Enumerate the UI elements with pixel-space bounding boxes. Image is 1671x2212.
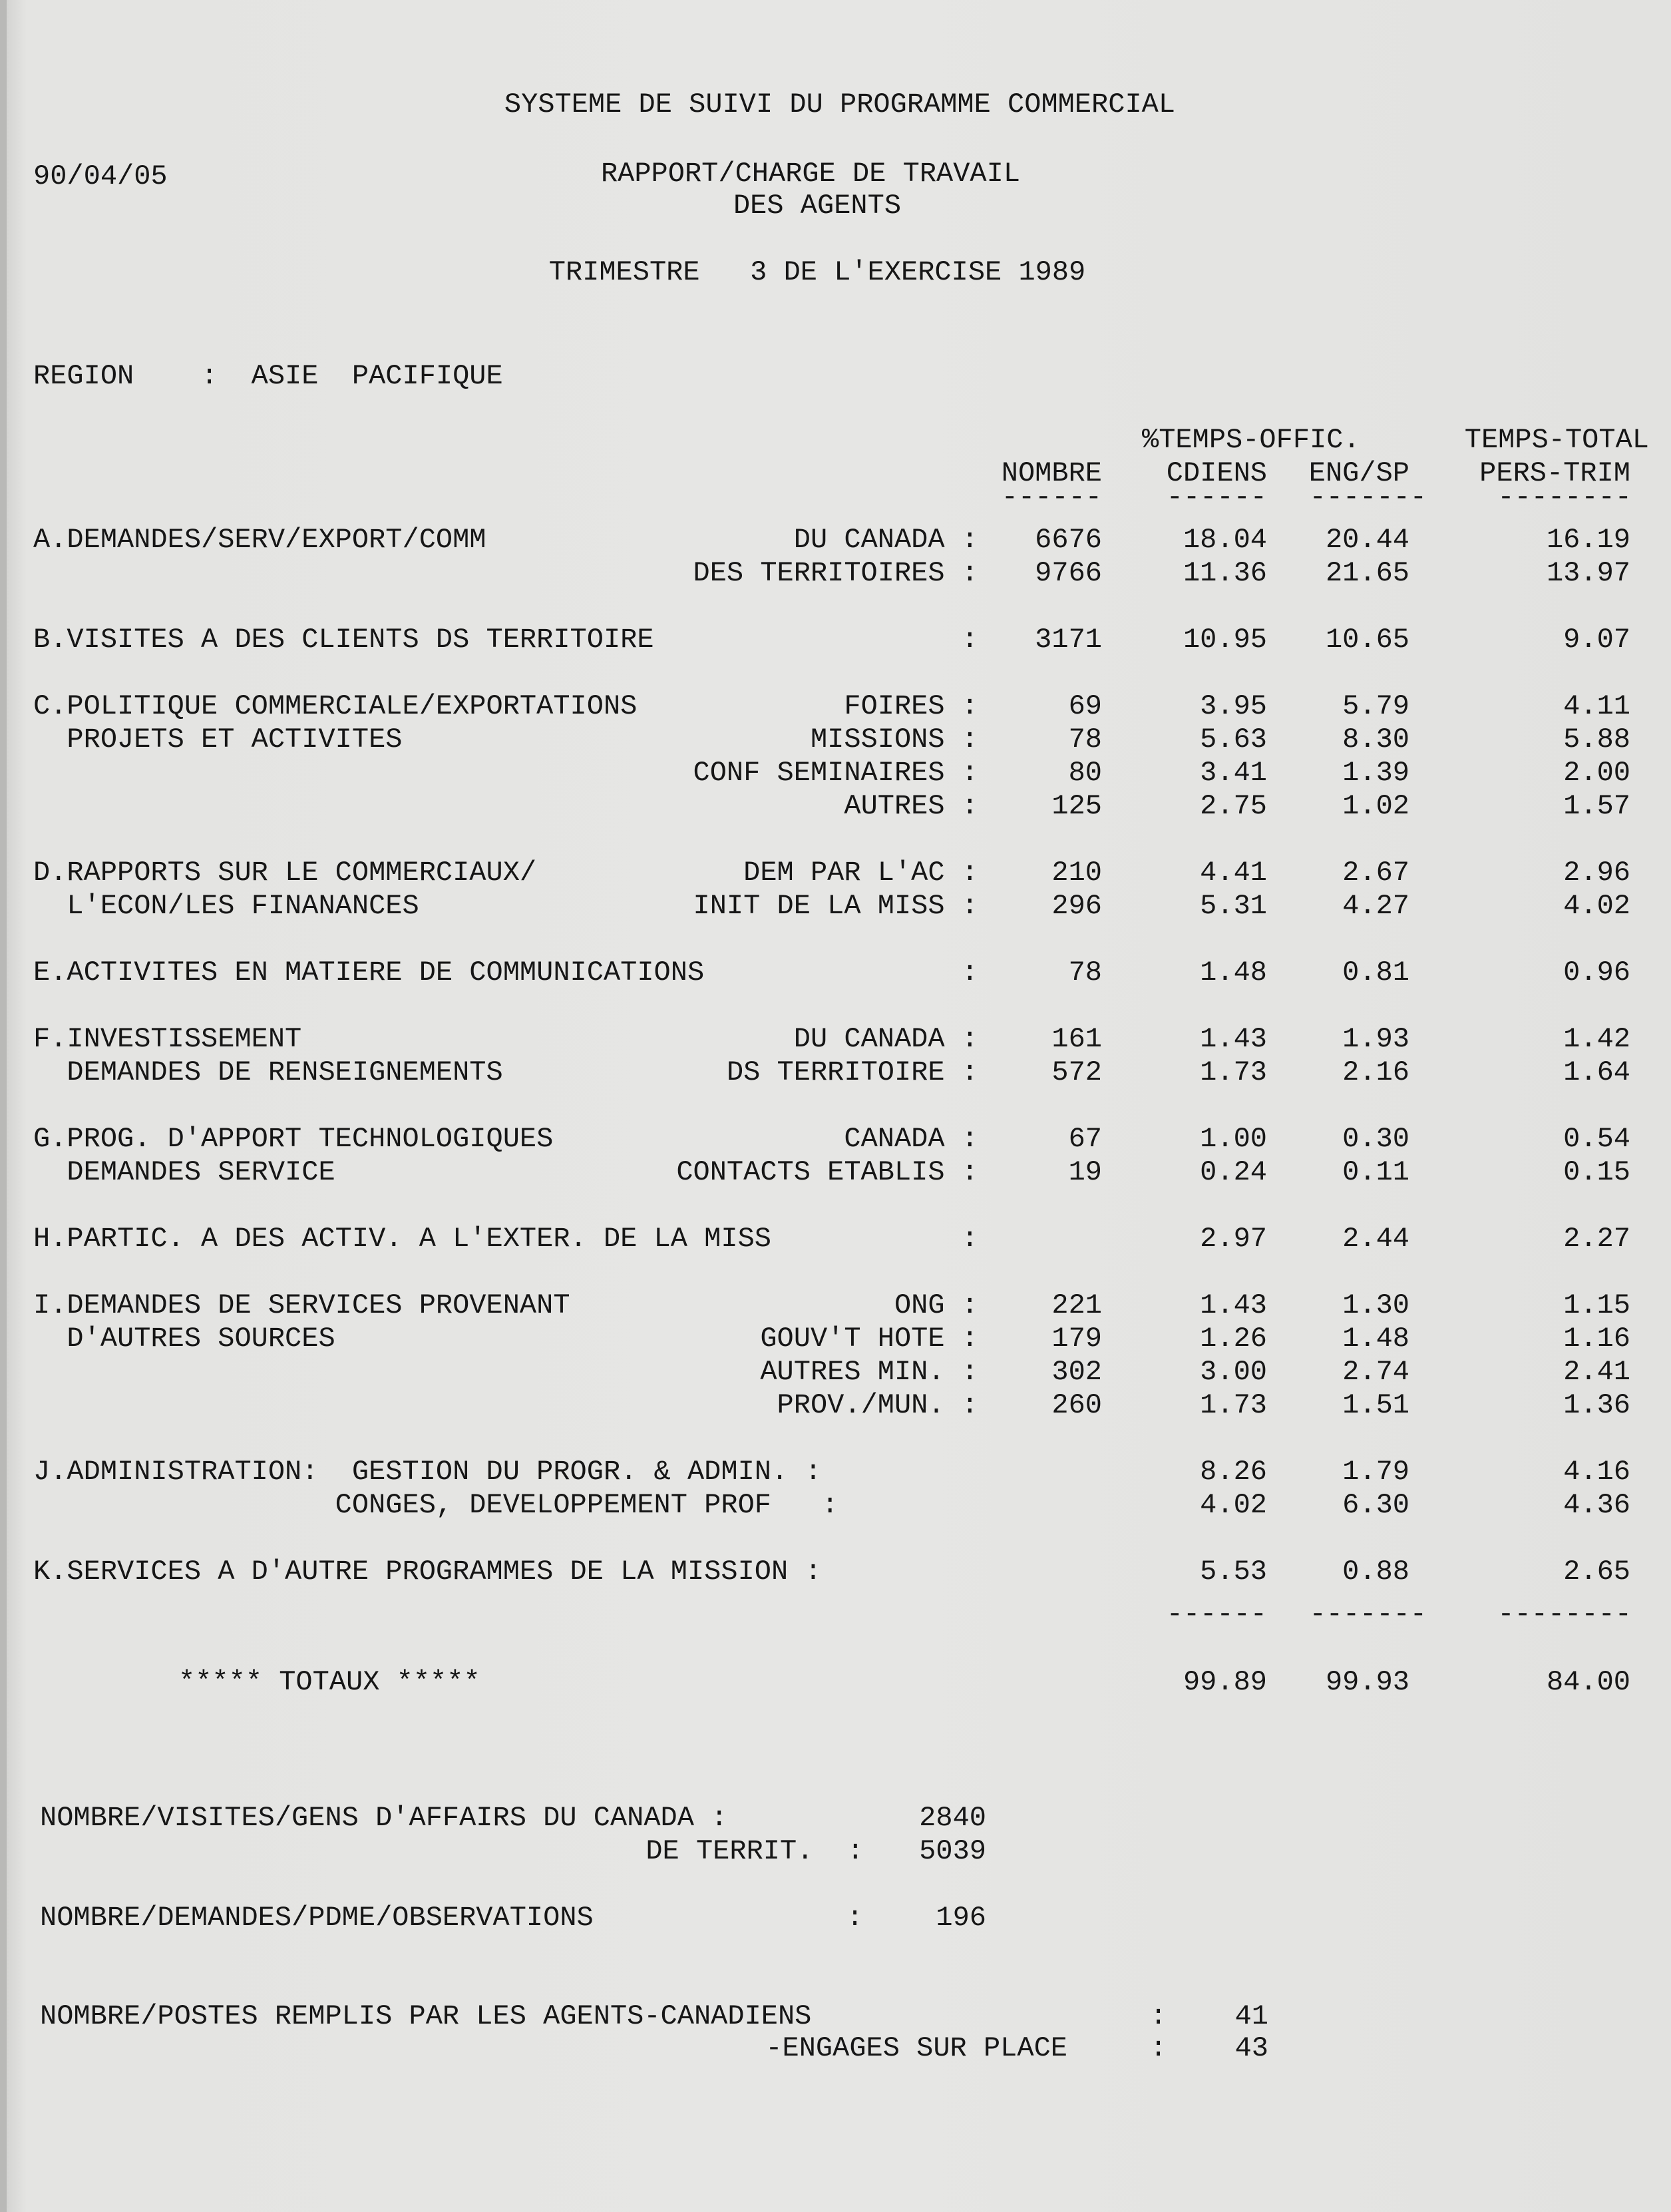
postes-canadiens-colon: :	[1150, 2000, 1167, 2032]
header-cdiens: CDIENS	[1166, 457, 1267, 489]
row-cdiens: 5.63	[1200, 724, 1267, 756]
row-engsp: 2.44	[1342, 1223, 1409, 1255]
row-engsp: 2.67	[1342, 857, 1409, 889]
row-label: G.PROG. D'APPORT TECHNOLOGIQUES	[33, 1123, 554, 1155]
totals-dash-pers-trim: --------	[1497, 1598, 1632, 1630]
row-pers-trim: 1.15	[1563, 1289, 1630, 1321]
row-label: C.POLITIQUE COMMERCIALE/EXPORTATIONS	[33, 690, 638, 722]
row-nombre: 69	[1068, 690, 1102, 722]
row-sublabel: GOUV'T HOTE :	[760, 1323, 978, 1355]
row-label: CONGES, DEVELOPPEMENT PROF :	[33, 1489, 838, 1521]
scan-edge	[0, 0, 7, 2212]
row-nombre: 260	[1051, 1389, 1102, 1421]
row-cdiens: 4.41	[1200, 857, 1267, 889]
row-sublabel: DEM PAR L'AC :	[743, 857, 978, 889]
row-sublabel: :	[961, 624, 978, 656]
row-nombre: 78	[1068, 957, 1102, 989]
row-pers-trim: 13.97	[1546, 557, 1630, 589]
row-engsp: 5.79	[1342, 690, 1409, 722]
row-pers-trim: 0.96	[1563, 957, 1630, 989]
row-nombre: 572	[1051, 1056, 1102, 1088]
row-pers-trim: 5.88	[1563, 724, 1630, 756]
row-cdiens: 5.53	[1200, 1556, 1267, 1588]
row-nombre: 9766	[1035, 557, 1102, 589]
row-sublabel: CONF SEMINAIRES :	[693, 757, 978, 789]
row-engsp: 6.30	[1342, 1489, 1409, 1521]
row-pers-trim: 2.27	[1563, 1223, 1630, 1255]
row-nombre: 302	[1051, 1356, 1102, 1388]
row-pers-trim: 2.65	[1563, 1556, 1630, 1588]
row-engsp: 2.74	[1342, 1356, 1409, 1388]
row-engsp: 1.39	[1342, 757, 1409, 789]
row-cdiens: 4.02	[1200, 1489, 1267, 1521]
row-engsp: 0.88	[1342, 1556, 1409, 1588]
row-engsp: 10.65	[1325, 624, 1409, 656]
row-nombre: 296	[1051, 890, 1102, 922]
row-cdiens: 10.95	[1183, 624, 1267, 656]
visites-canada-value: 2840	[919, 1802, 986, 1834]
dash-nombre: ------	[1001, 481, 1102, 513]
row-engsp: 8.30	[1342, 724, 1409, 756]
totals-dash-engsp: -------	[1309, 1598, 1427, 1630]
row-engsp: 21.65	[1325, 557, 1409, 589]
header-pers-trim: PERS-TRIM	[1479, 457, 1630, 489]
row-cdiens: 2.75	[1200, 790, 1267, 822]
row-pers-trim: 1.36	[1563, 1389, 1630, 1421]
row-engsp: 1.30	[1342, 1289, 1409, 1321]
row-pers-trim: 1.64	[1563, 1056, 1630, 1088]
row-label: A.DEMANDES/SERV/EXPORT/COMM	[33, 524, 486, 556]
row-cdiens: 3.00	[1200, 1356, 1267, 1388]
row-sublabel: AUTRES MIN. :	[760, 1356, 978, 1388]
row-engsp: 1.93	[1342, 1023, 1409, 1055]
row-label: K.SERVICES A D'AUTRE PROGRAMMES DE LA MISSION :	[33, 1556, 822, 1588]
postes-canadiens-label: NOMBRE/POSTES REMPLIS PAR LES AGENTS-CANADIENS	[40, 2000, 812, 2032]
row-nombre: 221	[1051, 1289, 1102, 1321]
row-sublabel: DES TERRITOIRES :	[693, 557, 978, 589]
row-nombre: 6676	[1035, 524, 1102, 556]
row-cdiens: 1.73	[1200, 1389, 1267, 1421]
row-cdiens: 1.00	[1200, 1123, 1267, 1155]
row-engsp: 4.27	[1342, 890, 1409, 922]
row-sublabel: ONG :	[894, 1289, 978, 1321]
report-title-line-1: RAPPORT/CHARGE DE TRAVAIL	[600, 158, 1021, 190]
row-sublabel: :	[961, 1223, 978, 1255]
postes-engages-label: -ENGAGES SUR PLACE	[765, 2032, 1067, 2064]
row-nombre: 80	[1068, 757, 1102, 789]
row-label: F.INVESTISSEMENT	[33, 1023, 302, 1055]
system-title: SYSTEME DE SUIVI DU PROGRAMME COMMERCIAL	[504, 89, 1176, 120]
row-cdiens: 3.41	[1200, 757, 1267, 789]
row-pers-trim: 1.57	[1563, 790, 1630, 822]
report-title-line-2: DES AGENTS	[733, 190, 902, 222]
row-pers-trim: 4.36	[1563, 1489, 1630, 1521]
row-pers-trim: 9.07	[1563, 624, 1630, 656]
row-sublabel: PROV./MUN. :	[777, 1389, 978, 1421]
row-engsp: 1.48	[1342, 1323, 1409, 1355]
totals-cdiens: 99.89	[1183, 1666, 1267, 1698]
row-nombre: 67	[1068, 1123, 1102, 1155]
row-pers-trim: 1.42	[1563, 1023, 1630, 1055]
row-engsp: 20.44	[1325, 524, 1409, 556]
postes-canadiens-value: 41	[1234, 2000, 1268, 2032]
row-nombre: 19	[1068, 1156, 1102, 1188]
row-engsp: 0.11	[1342, 1156, 1409, 1188]
row-cdiens: 1.43	[1200, 1289, 1267, 1321]
row-cdiens: 5.31	[1200, 890, 1267, 922]
row-sublabel: :	[961, 957, 978, 989]
row-cdiens: 1.73	[1200, 1056, 1267, 1088]
row-label: H.PARTIC. A DES ACTIV. A L'EXTER. DE LA MISS	[33, 1223, 771, 1255]
row-pers-trim: 4.02	[1563, 890, 1630, 922]
row-nombre: 210	[1051, 857, 1102, 889]
header-nombre: NOMBRE	[1001, 457, 1102, 489]
header-temps-total: TEMPS-TOTAL	[1464, 424, 1649, 456]
row-sublabel: INIT DE LA MISS :	[693, 890, 978, 922]
row-engsp: 1.51	[1342, 1389, 1409, 1421]
row-nombre: 125	[1051, 790, 1102, 822]
dash-engsp: -------	[1309, 481, 1427, 513]
totals-dash-cdiens: ------	[1166, 1598, 1267, 1630]
dash-pers-trim: --------	[1497, 481, 1632, 513]
row-engsp: 0.30	[1342, 1123, 1409, 1155]
row-label: D.RAPPORTS SUR LE COMMERCIAUX/	[33, 857, 537, 889]
row-pers-trim: 0.54	[1563, 1123, 1630, 1155]
row-label: E.ACTIVITES EN MATIERE DE COMMUNICATIONS	[33, 957, 705, 989]
report-date: 90/04/05	[33, 160, 168, 192]
row-label: D'AUTRES SOURCES	[33, 1323, 335, 1355]
row-engsp: 0.81	[1342, 957, 1409, 989]
row-sublabel: FOIRES :	[844, 690, 978, 722]
row-pers-trim: 0.15	[1563, 1156, 1630, 1188]
postes-engages-value: 43	[1234, 2032, 1268, 2064]
dash-cdiens: ------	[1166, 481, 1267, 513]
row-cdiens: 11.36	[1183, 557, 1267, 589]
row-sublabel: DS TERRITOIRE :	[726, 1056, 978, 1088]
row-cdiens: 1.48	[1200, 957, 1267, 989]
row-nombre: 78	[1068, 724, 1102, 756]
row-pers-trim: 4.11	[1563, 690, 1630, 722]
row-nombre: 179	[1051, 1323, 1102, 1355]
row-cdiens: 8.26	[1200, 1456, 1267, 1488]
row-sublabel: DU CANADA :	[793, 524, 978, 556]
header-temps-offic: %TEMPS-OFFIC.	[1142, 424, 1360, 456]
row-pers-trim: 2.00	[1563, 757, 1630, 789]
visites-canada-label: NOMBRE/VISITES/GENS D'AFFAIRS DU CANADA :	[40, 1802, 728, 1834]
demandes-label: NOMBRE/DEMANDES/PDME/OBSERVATIONS	[40, 1902, 594, 1934]
demandes-value: 196	[936, 1902, 986, 1934]
visites-territ-value: 5039	[919, 1835, 986, 1867]
row-cdiens: 1.26	[1200, 1323, 1267, 1355]
totals-engsp: 99.93	[1325, 1666, 1409, 1698]
row-sublabel: AUTRES :	[844, 790, 978, 822]
totals-pers-trim: 84.00	[1546, 1666, 1630, 1698]
row-sublabel: DU CANADA :	[793, 1023, 978, 1055]
row-sublabel: MISSIONS :	[810, 724, 978, 756]
region-line: REGION : ASIE PACIFIQUE	[33, 360, 503, 392]
visites-territ-label: DE TERRIT. :	[646, 1835, 864, 1867]
row-nombre: 161	[1051, 1023, 1102, 1055]
row-label: I.DEMANDES DE SERVICES PROVENANT	[33, 1289, 570, 1321]
row-nombre: 3171	[1035, 624, 1102, 656]
postes-engages-colon: :	[1150, 2032, 1167, 2064]
row-pers-trim: 2.41	[1563, 1356, 1630, 1388]
row-label: DEMANDES SERVICE	[33, 1156, 335, 1188]
row-label: B.VISITES A DES CLIENTS DS TERRITOIRE	[33, 624, 654, 656]
row-pers-trim: 2.96	[1563, 857, 1630, 889]
row-cdiens: 1.43	[1200, 1023, 1267, 1055]
quarter-line: TRIMESTRE 3 DE L'EXERCISE 1989	[548, 256, 1086, 288]
row-engsp: 1.79	[1342, 1456, 1409, 1488]
row-label: DEMANDES DE RENSEIGNEMENTS	[33, 1056, 503, 1088]
row-label: L'ECON/LES FINANANCES	[33, 890, 419, 922]
row-pers-trim: 16.19	[1546, 524, 1630, 556]
demandes-colon: :	[846, 1902, 864, 1934]
row-pers-trim: 4.16	[1563, 1456, 1630, 1488]
row-pers-trim: 1.16	[1563, 1323, 1630, 1355]
row-sublabel: CANADA :	[844, 1123, 978, 1155]
row-cdiens: 18.04	[1183, 524, 1267, 556]
row-cdiens: 0.24	[1200, 1156, 1267, 1188]
header-engsp: ENG/SP	[1308, 457, 1409, 489]
row-sublabel: CONTACTS ETABLIS :	[676, 1156, 978, 1188]
row-label: J.ADMINISTRATION: GESTION DU PROGR. & ADMIN. :	[33, 1456, 822, 1488]
row-engsp: 2.16	[1342, 1056, 1409, 1088]
row-cdiens: 3.95	[1200, 690, 1267, 722]
totals-label: ***** TOTAUX *****	[178, 1666, 480, 1698]
row-cdiens: 2.97	[1200, 1223, 1267, 1255]
row-engsp: 1.02	[1342, 790, 1409, 822]
row-label: PROJETS ET ACTIVITES	[33, 724, 403, 756]
